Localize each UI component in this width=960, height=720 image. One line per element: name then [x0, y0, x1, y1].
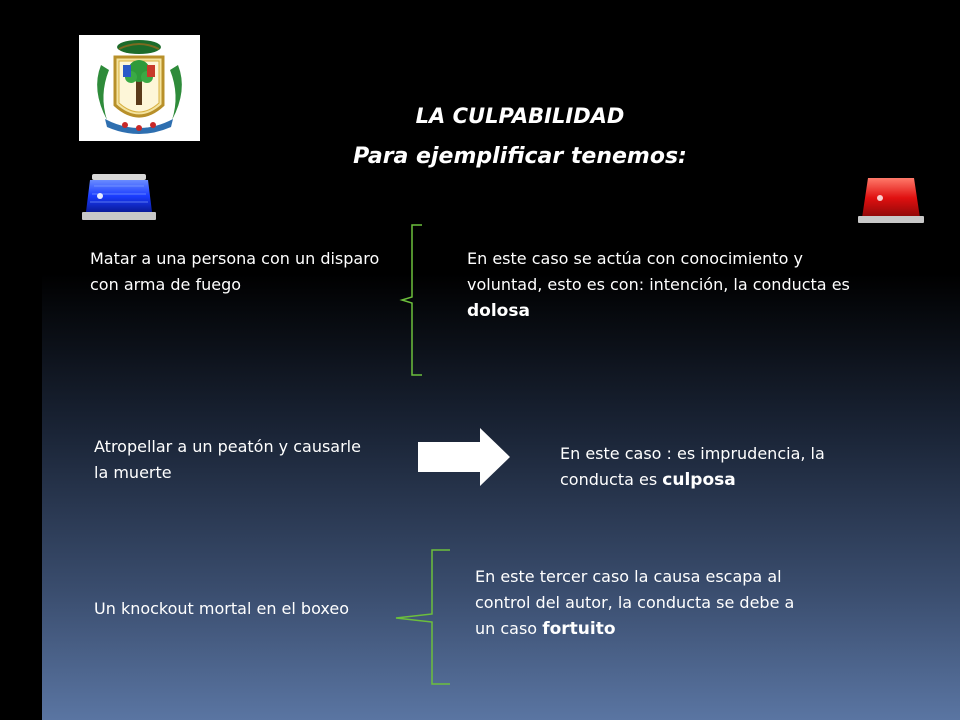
example-1-explanation [467, 246, 867, 324]
example-3-result: fortuito [542, 619, 616, 639]
brace-icon [398, 223, 428, 377]
example-3-explanation-text: En este tercer caso la causa escapa al control del autor, la conducta se debe a un caso [475, 567, 795, 638]
example-1-explanation-text: En este caso se actúa con conocimiento y voluntad, esto es con: intención, la conducta es [467, 249, 850, 294]
slide-title: LA CULPABILIDAD [415, 104, 625, 128]
example-3-explanation [475, 564, 805, 642]
example-1-act: Matar a una persona con un disparo con arma de fuego [90, 249, 380, 294]
blue-siren-light-icon [82, 172, 156, 224]
arrow-right-icon [418, 428, 512, 486]
red-siren-light-icon [858, 176, 924, 228]
example-2-explanation [560, 441, 850, 493]
example-2-act: Atropellar a un peatón y causarle la muerte [94, 437, 361, 482]
coat-of-arms-logo [79, 35, 200, 141]
example-2-explanation-text: En este caso : es imprudencia, la conducta es [560, 444, 825, 489]
example-3-act: Un knockout mortal en el boxeo [94, 599, 349, 618]
example-1-result: dolosa [467, 301, 530, 321]
brace-icon [394, 548, 454, 686]
example-2-result: culposa [662, 470, 736, 490]
slide-subtitle: Para ejemplificar tenemos: [353, 144, 687, 169]
